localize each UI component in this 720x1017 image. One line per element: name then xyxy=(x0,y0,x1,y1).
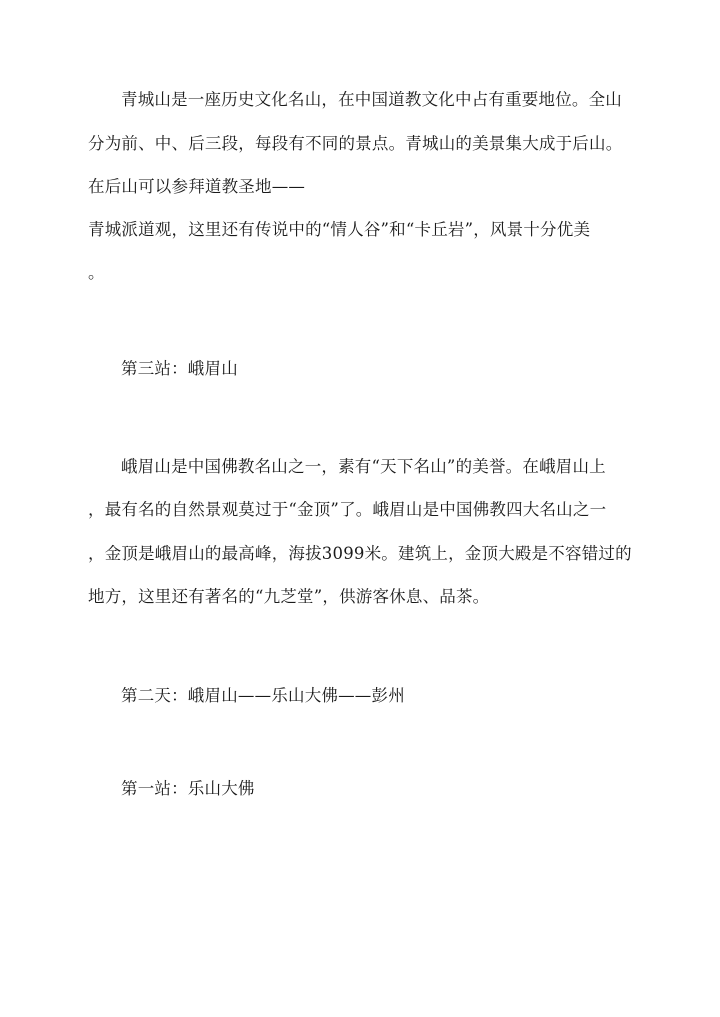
paragraph-emei-line-1: 峨眉山是中国佛教名山之一，素有“天下名山”的美誉。在峨眉山上 xyxy=(121,457,606,476)
heading-station-3: 第三站：峨眉山 xyxy=(121,359,238,378)
paragraph-emei-line-2: ，最有名的自然景观莫过于“金顶”了。峨眉山是中国佛教四大名山之一 xyxy=(88,500,607,519)
heading-station-1: 第一站：乐山大佛 xyxy=(121,779,255,798)
paragraph-qingcheng-line-3: 在后山可以参拜道教圣地—— xyxy=(88,177,306,196)
paragraph-qingcheng-line-2: 分为前、中、后三段，每段有不同的景点。青城山的美景集大成于后山。 xyxy=(88,134,623,153)
paragraph-qingcheng-line-1: 青城山是一座历史文化名山，在中国道教文化中占有重要地位。全山 xyxy=(121,90,622,109)
paragraph-emei-line-3: ，金顶是峨眉山的最高峰，海拔3099米。建筑上，金顶大殿是不容错过的 xyxy=(88,544,632,563)
paragraph-emei-line-4: 地方，这里还有著名的“九芝堂”，供游客休息、品茶。 xyxy=(88,587,490,606)
paragraph-qingcheng-line-4: 青城派道观，这里还有传说中的“情人谷”和“卡丘岩”，风景十分优美 xyxy=(88,220,591,239)
paragraph-qingcheng-line-5: 。 xyxy=(88,263,105,282)
heading-day-2: 第二天：峨眉山——乐山大佛——彭州 xyxy=(121,686,405,705)
